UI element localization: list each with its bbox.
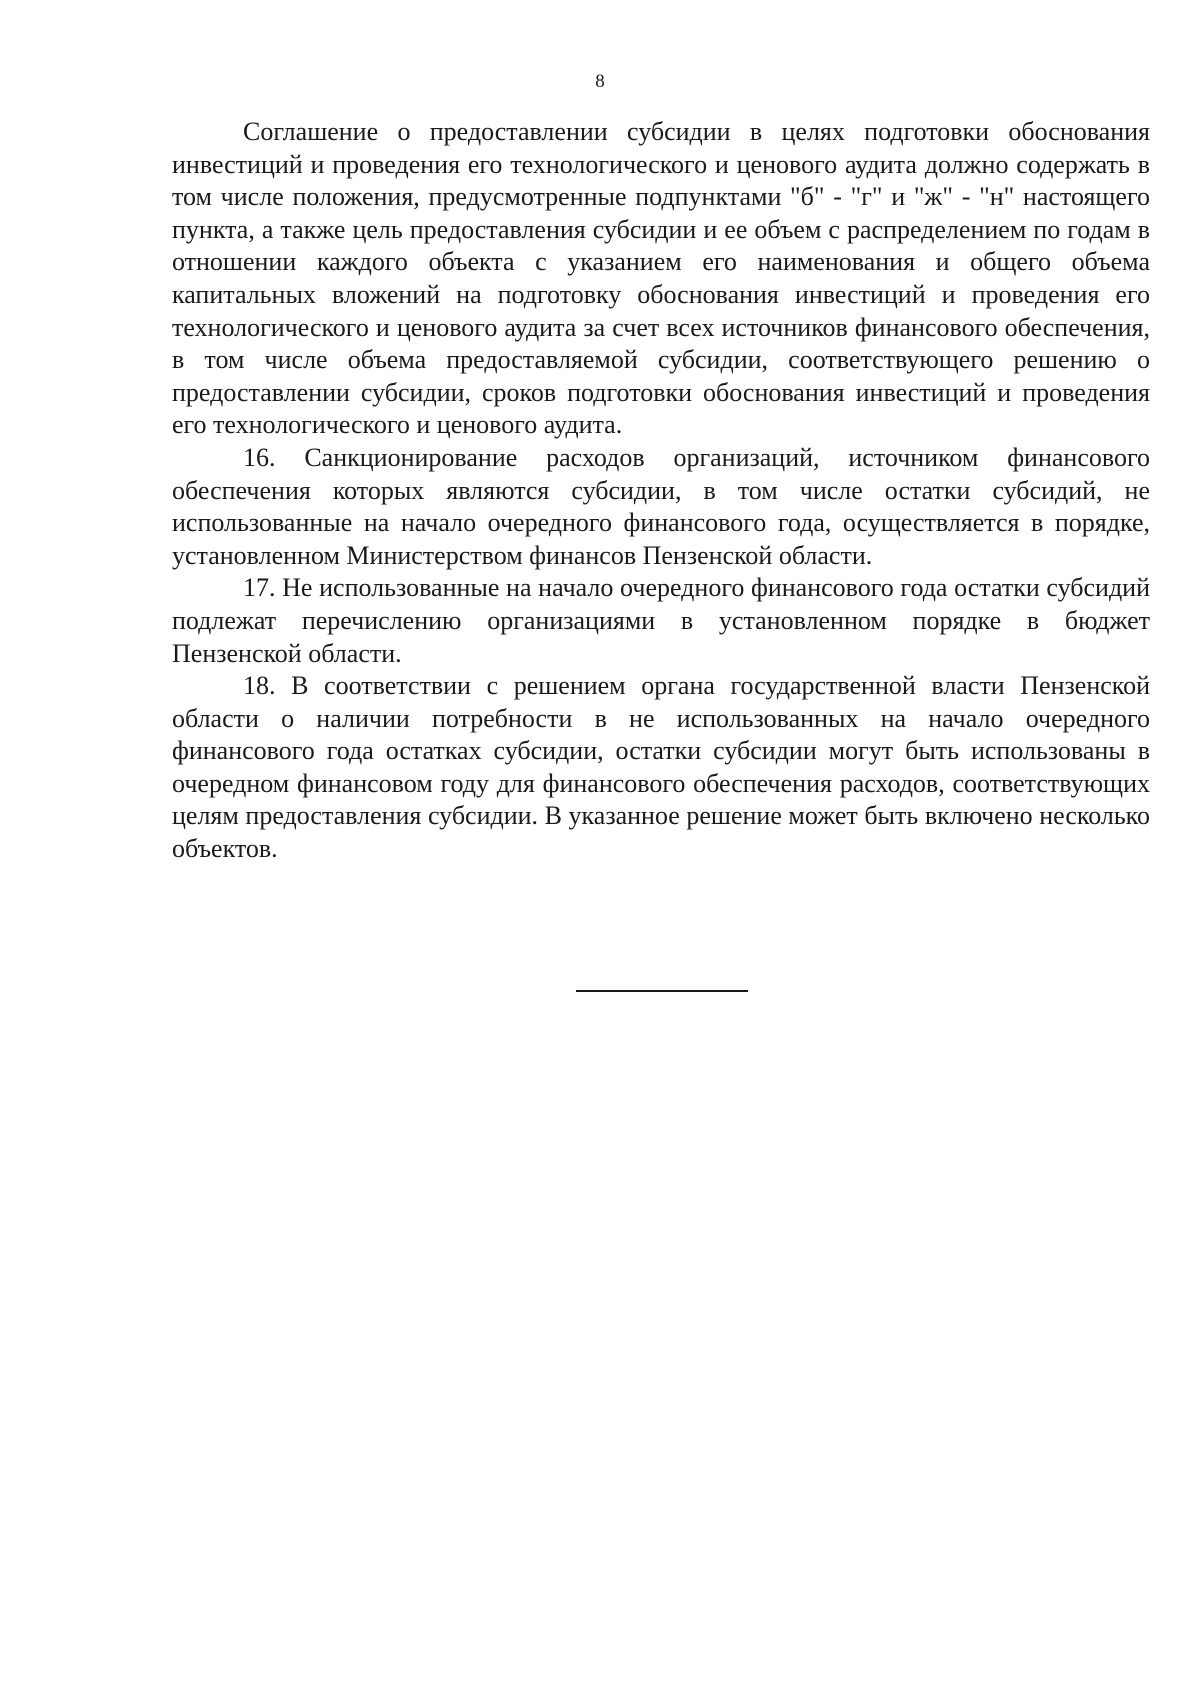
end-of-document-rule: [576, 990, 748, 992]
document-body: [172, 116, 1150, 866]
paragraph-text: Соглашение о предоставлении субсидии в целях подготовки обоснования инвестиций и проведения его технологического и ценового аудита должно содержать в том числе положения, предусмотренные подпунктами "б" - "г" и "ж" - "н" настоящего пункта, а также цель предоставления субсидии и ее объем с распределением по годам в отношении каждого объекта с указанием его наименования и общего объема капитальных вложений на подготовку обоснования инвестиций и проведения его технологического и ценового аудита за счет всех источников финансового обеспечения, в том числе объема предоставляемой субсидии, соответствующего решению о предоставлении субсидии, сроков подготовки обоснования инвестиций и проведения его технологического и ценового аудита.: [172, 117, 1150, 440]
paragraph-number: 17.: [243, 573, 276, 603]
page-number: 8: [595, 71, 605, 92]
paragraph-18: [172, 670, 1150, 866]
paragraph-text: Не использованные на начало очередного финансового года остатки субсидий подлежат перечислению организациями в установленном порядке в бюджет Пензенской области.: [172, 573, 1150, 668]
paragraph-text: В соответствии с решением органа государственной власти Пензенской области о наличии потребности в не использованных на начало очередного финансового года остатках субсидии, остатки субсидии могут быть использованы в очередном финансовом году для финансового обеспечения расходов, соответствующих целям предоставления субсидии. В указанное решение может быть включено несколько объектов.: [172, 671, 1150, 864]
paragraph-agreement: [172, 116, 1150, 442]
paragraph-number: 16.: [243, 442, 276, 472]
paragraph-17: [172, 572, 1150, 670]
paragraph-text: Санкционирование расходов организаций, источником финансового обеспечения которых являются субсидии, в том числе остатки субсидий, не использованные на начало очередного финансового года, осуществляется в порядке, установленном Министерством финансов Пензенской области.: [172, 442, 1150, 570]
paragraph-16: [172, 442, 1150, 572]
paragraph-number: 18.: [243, 671, 276, 701]
